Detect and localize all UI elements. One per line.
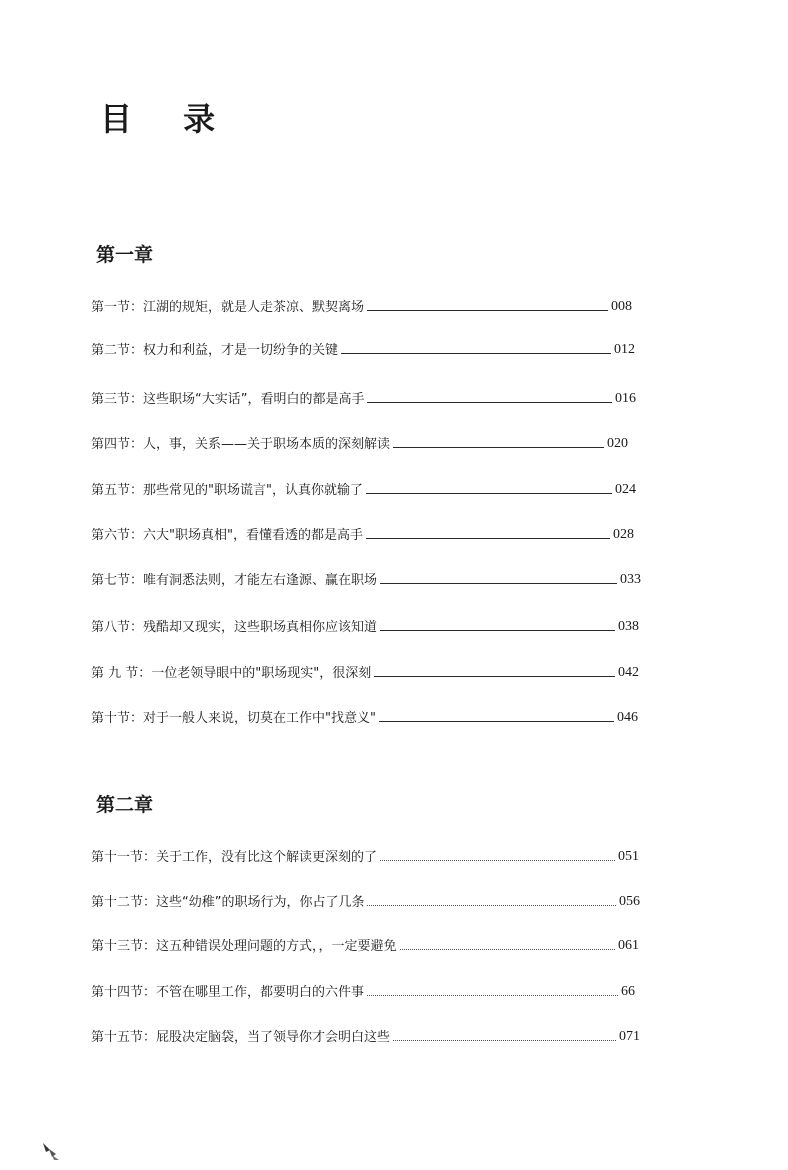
leader-dots bbox=[393, 1035, 616, 1041]
toc-entry[interactable] bbox=[91, 976, 635, 1000]
toc-entry[interactable] bbox=[91, 474, 636, 498]
toc-entry-page: 020 bbox=[607, 436, 628, 451]
leader-dots bbox=[400, 944, 615, 950]
leader-line bbox=[367, 305, 608, 311]
leader-line bbox=[367, 397, 612, 403]
toc-entry-page: 024 bbox=[615, 482, 636, 497]
leader-line bbox=[393, 442, 604, 448]
toc-entry[interactable] bbox=[91, 334, 635, 358]
toc-entry-label: 第三节：这些职场“大实话”，看明白的都是高手 bbox=[91, 392, 365, 407]
toc-entry-label: 第八节：残酷却又现实，这些职场真相你应该知道 bbox=[91, 620, 378, 635]
toc-entry-page: 046 bbox=[617, 710, 638, 725]
toc-entry-page: 056 bbox=[619, 894, 640, 909]
toc-entry-label: 第十节：对于一般人来说，切莫在工作中"找意义" bbox=[91, 711, 376, 726]
leader-dots bbox=[367, 990, 618, 996]
toc-entry[interactable] bbox=[91, 383, 636, 407]
toc-entry[interactable] bbox=[91, 611, 639, 635]
toc-entry[interactable] bbox=[91, 930, 639, 954]
toc-entry-page: 038 bbox=[618, 619, 639, 634]
toc-entry-page: 016 bbox=[615, 391, 636, 406]
leader-line bbox=[366, 533, 610, 539]
toc-entry-page: 033 bbox=[620, 572, 641, 587]
toc-title: 目 录 bbox=[100, 100, 236, 138]
toc-entry-label: 第二节：权力和利益，才是一切纷争的关键 bbox=[91, 343, 339, 358]
toc-entry-page: 061 bbox=[618, 938, 639, 953]
leader-dots bbox=[380, 855, 615, 861]
chapter-2-heading: 第二章 bbox=[96, 794, 154, 816]
toc-entry-page: 051 bbox=[618, 849, 639, 864]
toc-entry-label: 第十四节：不管在哪里工作，都要明白的六件事 bbox=[91, 985, 365, 1000]
toc-entry[interactable] bbox=[91, 291, 632, 315]
toc-entry-page: 012 bbox=[614, 342, 635, 357]
leader-line bbox=[379, 716, 614, 722]
corner-logo-icon bbox=[40, 1140, 62, 1162]
chapter-1-heading: 第一章 bbox=[96, 244, 154, 266]
toc-entry[interactable] bbox=[91, 702, 638, 726]
toc-entry-page: 028 bbox=[613, 527, 634, 542]
leader-dots bbox=[367, 900, 616, 906]
toc-entry[interactable] bbox=[91, 841, 639, 865]
toc-entry-label: 第十三节：这五种错误处理问题的方式，，一定要避免 bbox=[91, 939, 397, 954]
leader-line bbox=[366, 488, 612, 494]
leader-line bbox=[380, 578, 617, 584]
toc-entry-label: 第十五节：屁股决定脑袋，当了领导你才会明白这些 bbox=[91, 1030, 391, 1045]
toc-entry-page: 042 bbox=[618, 665, 639, 680]
toc-entry[interactable] bbox=[91, 657, 639, 681]
toc-entry[interactable] bbox=[91, 564, 641, 588]
toc-entry-page: 008 bbox=[611, 299, 632, 314]
toc-entry-page: 66 bbox=[621, 984, 635, 999]
toc-entry-label: 第四节：人，事，关系——关于职场本质的深刻解读 bbox=[91, 437, 391, 452]
toc-entry[interactable] bbox=[91, 519, 634, 543]
leader-line bbox=[374, 671, 615, 677]
leader-line bbox=[341, 348, 611, 354]
leader-line bbox=[380, 625, 615, 631]
toc-entry-page: 071 bbox=[619, 1029, 640, 1044]
toc-entry-label: 第 九 节：一位老领导眼中的"职场现实"，很深刻 bbox=[91, 666, 372, 681]
toc-entry[interactable] bbox=[91, 428, 628, 452]
toc-entry-label: 第五节：那些常见的"职场谎言"，认真你就输了 bbox=[91, 483, 363, 498]
toc-entry-label: 第七节：唯有洞悉法则，才能左右逢源、赢在职场 bbox=[91, 573, 378, 588]
toc-entry-label: 第六节：六大"职场真相"，看懂看透的都是高手 bbox=[91, 528, 363, 543]
toc-entry-label: 第十二节：这些“幼稚”的职场行为，你占了几条 bbox=[91, 895, 365, 910]
toc-entry[interactable] bbox=[91, 1021, 640, 1045]
toc-entry-label: 第一节：江湖的规矩，就是人走茶凉、默契离场 bbox=[91, 300, 365, 315]
toc-entry-label: 第十一节：关于工作，没有比这个解读更深刻的了 bbox=[91, 850, 378, 865]
toc-entry[interactable] bbox=[91, 886, 640, 910]
